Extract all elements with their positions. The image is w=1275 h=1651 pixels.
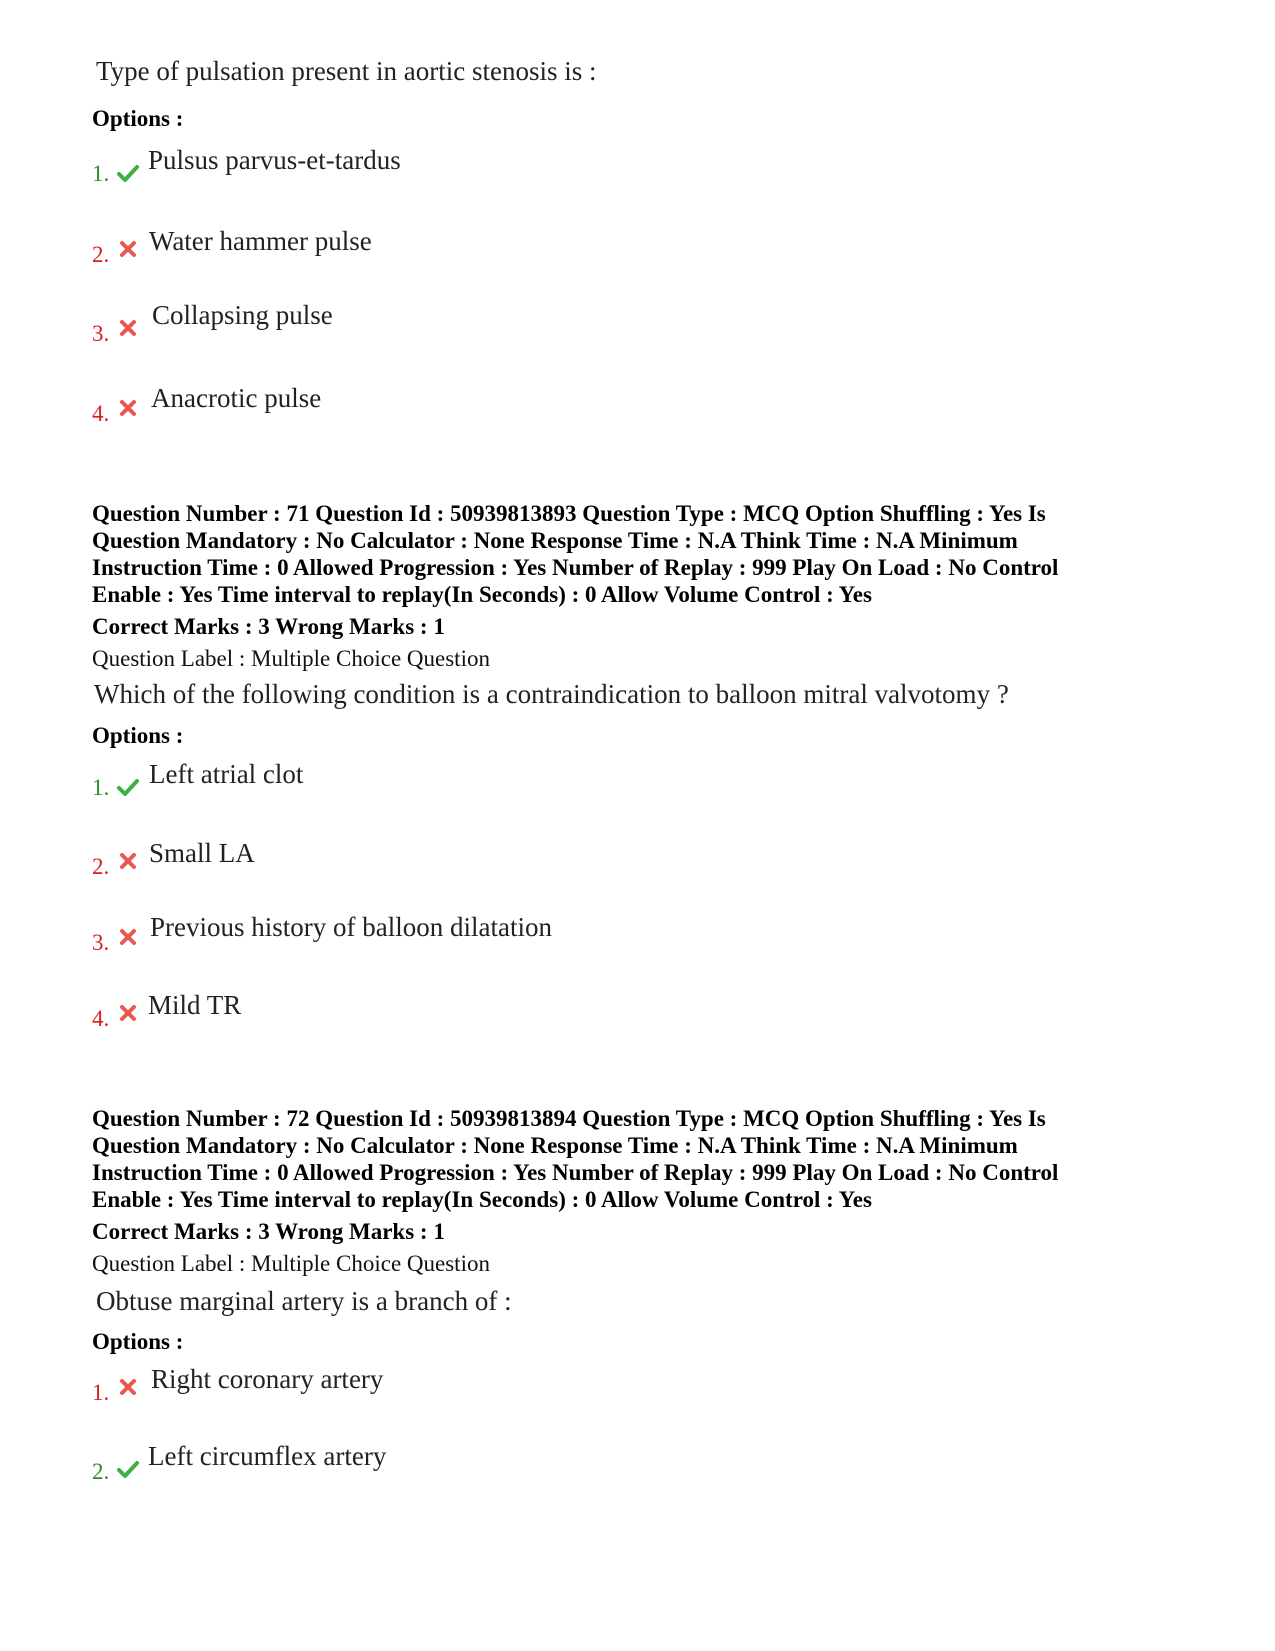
- question-text: Type of pulsation present in aortic stenosis is :: [96, 56, 597, 86]
- option-number: 1.: [92, 775, 110, 800]
- option-row: [92, 990, 792, 1034]
- option-text: Anacrotic pulse: [151, 383, 322, 413]
- option-row: [92, 838, 792, 882]
- option-number: 1.: [92, 161, 110, 186]
- question-meta: [92, 500, 1058, 609]
- cross-icon: [119, 240, 137, 258]
- option-row: [92, 1364, 792, 1408]
- option-number: 2.: [92, 854, 110, 879]
- option-number: 3.: [92, 930, 110, 955]
- option-number: 4.: [92, 401, 110, 426]
- option-number: 1.: [92, 1380, 110, 1405]
- cross-icon: [119, 399, 137, 417]
- option-row: [92, 912, 792, 956]
- option-text: Small LA: [149, 838, 255, 868]
- cross-icon: [119, 319, 137, 337]
- meta-line: Question Mandatory : No Calculator : None Response Time : N.A Think Time : N.A Minimum: [92, 528, 1018, 553]
- option-number: 2.: [92, 242, 110, 267]
- option-text: Left circumflex artery: [148, 1441, 387, 1471]
- option-number: 2.: [92, 1459, 110, 1484]
- option-text: Water hammer pulse: [149, 226, 372, 256]
- option-row: [92, 300, 692, 344]
- cross-icon: [119, 1004, 137, 1022]
- options-heading: Options :: [92, 723, 184, 748]
- check-icon: [116, 161, 140, 185]
- options-heading: Options :: [92, 106, 184, 131]
- cross-icon: [119, 852, 137, 870]
- question-text: Obtuse marginal artery is a branch of :: [96, 1286, 512, 1316]
- meta-line: Enable : Yes Time interval to replay(In Seconds) : 0 Allow Volume Control : Yes: [92, 1187, 872, 1212]
- meta-line: Enable : Yes Time interval to replay(In Seconds) : 0 Allow Volume Control : Yes: [92, 582, 872, 607]
- meta-line: Question Mandatory : No Calculator : None Response Time : N.A Think Time : N.A Minimum: [92, 1133, 1018, 1158]
- option-row: [92, 226, 692, 270]
- option-text: Left atrial clot: [149, 759, 304, 789]
- option-text: Mild TR: [148, 990, 242, 1020]
- question-label: Question Label : Multiple Choice Question: [92, 1251, 490, 1276]
- check-icon: [116, 1457, 140, 1481]
- meta-line: Instruction Time : 0 Allowed Progression : Yes Number of Replay : 999 Play On Load : No Control: [92, 555, 1059, 580]
- option-row: [92, 1441, 792, 1485]
- cross-icon: [119, 928, 137, 946]
- option-text: Previous history of balloon dilatation: [150, 912, 552, 942]
- meta-line: Instruction Time : 0 Allowed Progression : Yes Number of Replay : 999 Play On Load : No Control: [92, 1160, 1059, 1185]
- option-number: 3.: [92, 321, 110, 346]
- marks-line: Correct Marks : 3 Wrong Marks : 1: [92, 614, 445, 639]
- meta-line: Question Number : 72 Question Id : 50939813894 Question Type : MCQ Option Shuffling : Yes Is: [92, 1106, 1046, 1131]
- option-row: [92, 759, 792, 803]
- option-text: Pulsus parvus-et-tardus: [148, 145, 401, 175]
- options-heading: Options :: [92, 1329, 184, 1354]
- question-label: Question Label : Multiple Choice Question: [92, 646, 490, 671]
- option-row: [92, 383, 692, 427]
- question-meta: [92, 1105, 1058, 1214]
- check-icon: [116, 775, 140, 799]
- meta-line: Question Number : 71 Question Id : 50939813893 Question Type : MCQ Option Shuffling : Yes Is: [92, 501, 1046, 526]
- question-text: Which of the following condition is a contraindication to balloon mitral valvotomy ?: [94, 679, 1009, 709]
- cross-icon: [119, 1378, 137, 1396]
- option-row: [92, 145, 692, 189]
- marks-line: Correct Marks : 3 Wrong Marks : 1: [92, 1219, 445, 1244]
- option-number: 4.: [92, 1006, 110, 1031]
- option-text: Collapsing pulse: [152, 300, 333, 330]
- option-text: Right coronary artery: [151, 1364, 384, 1394]
